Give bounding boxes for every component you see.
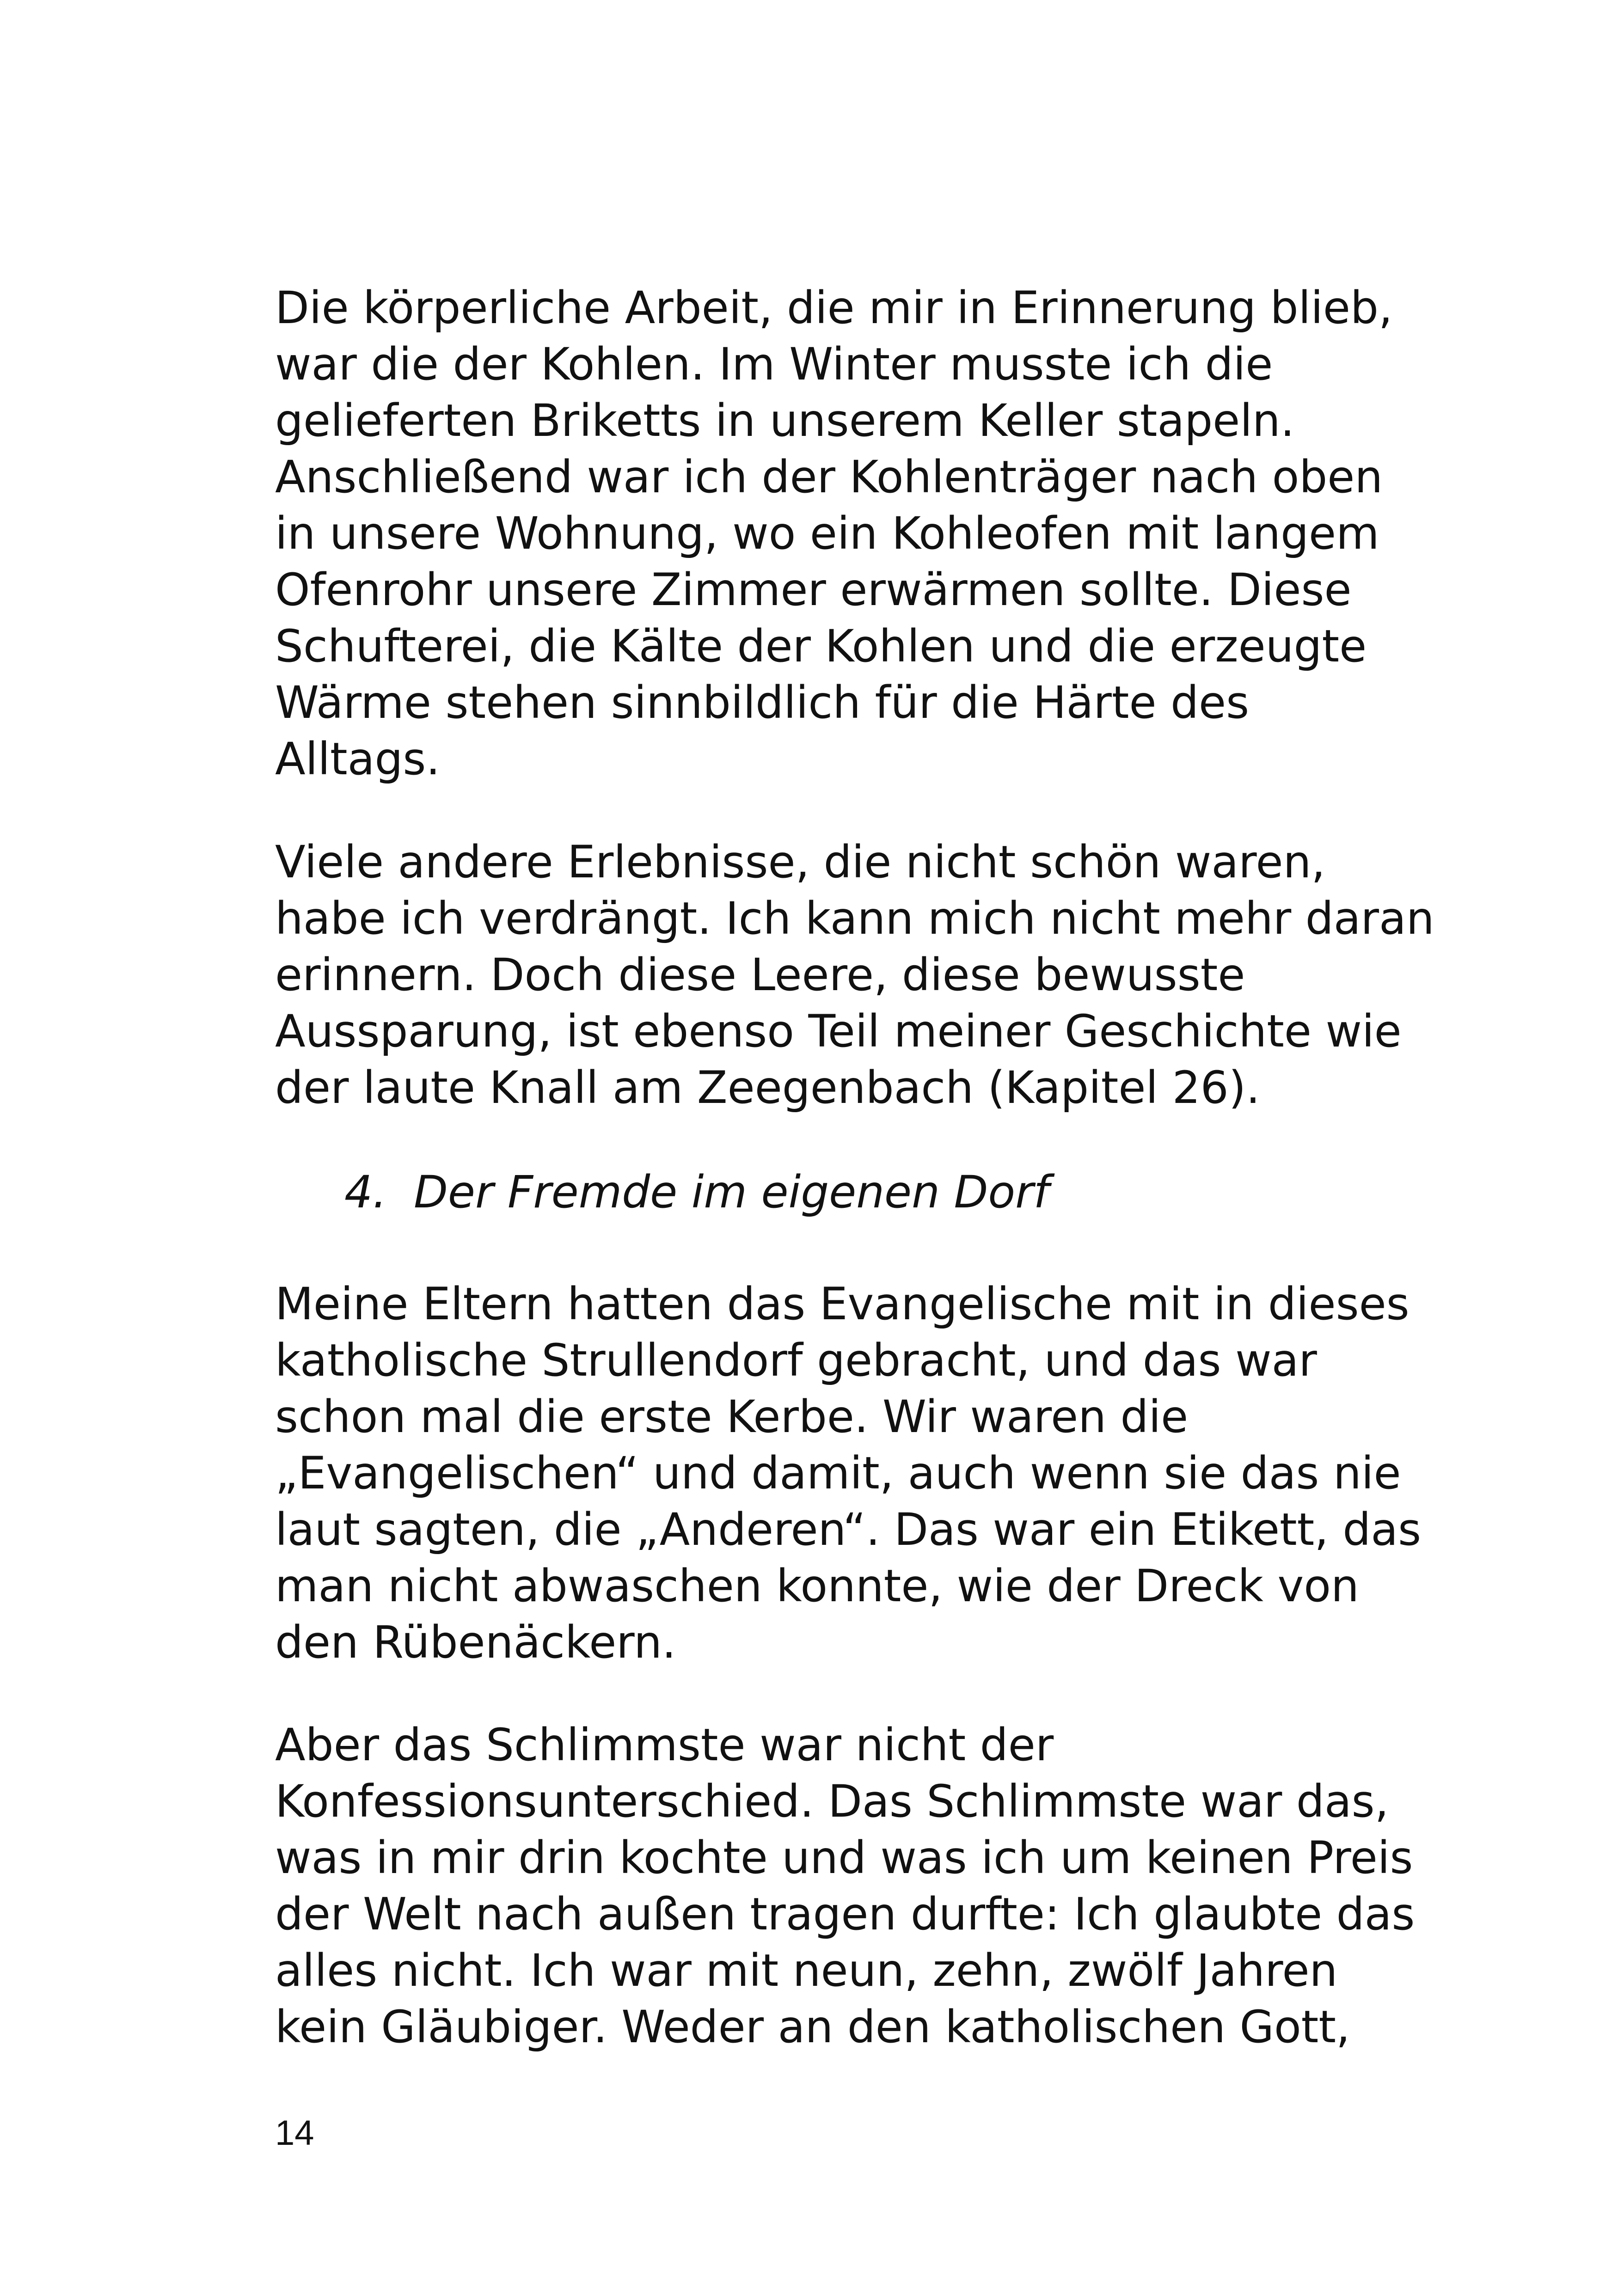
text-line: Die körperliche Arbeit, die mir in Erinnerung blieb, xyxy=(275,282,1393,334)
text-line: katholische Strullendorf gebracht, und das war xyxy=(275,1335,1317,1386)
text-line: Aber das Schlimmste war nicht der xyxy=(275,1719,1054,1771)
text-line: Ofenrohr unsere Zimmer erwärmen sollte. Diese xyxy=(275,564,1352,616)
text-line: den Rübenäckern. xyxy=(275,1616,676,1668)
text-line: Wärme stehen sinnbildlich für die Härte des xyxy=(275,677,1250,729)
paragraph-unbelief xyxy=(275,1717,1415,2055)
text-line: kein Gläubiger. Weder an den katholischen Gott, xyxy=(275,2001,1350,2053)
paragraph-evangelical-family xyxy=(275,1276,1422,1671)
text-line: man nicht abwaschen konnte, wie der Dreck von xyxy=(275,1560,1359,1612)
text-line: in unsere Wohnung, wo ein Kohleofen mit langem xyxy=(275,508,1379,559)
text-line: „Evangelischen“ und damit, auch wenn sie das nie xyxy=(275,1447,1401,1499)
paragraph-repressed-memories xyxy=(275,834,1434,1116)
text-line: war die der Kohlen. Im Winter musste ich die xyxy=(275,338,1273,390)
text-line: Alltags. xyxy=(275,733,440,785)
text-line: Aussparung, ist ebenso Teil meiner Geschichte wie xyxy=(275,1005,1402,1057)
text-line: Viele andere Erlebnisse, die nicht schön waren, xyxy=(275,836,1325,888)
text-line: Meine Eltern hatten das Evangelische mit in dieses xyxy=(275,1278,1410,1330)
text-line: erinnern. Doch diese Leere, diese bewusste xyxy=(275,949,1245,1001)
text-line: Anschließend war ich der Kohlenträger nach oben xyxy=(275,451,1383,503)
text-line: der laute Knall am Zeegenbach (Kapitel 26). xyxy=(275,1062,1260,1114)
text-line: habe ich verdrängt. Ich kann mich nicht mehr daran xyxy=(275,893,1434,944)
text-line: was in mir drin kochte und was ich um keinen Preis xyxy=(275,1832,1413,1884)
chapter-title: Der Fremde im eigenen Dorf xyxy=(414,1166,1049,1218)
text-line: Konfessionsunterschied. Das Schlimmste war das, xyxy=(275,1776,1389,1827)
text-line: alles nicht. Ich war mit neun, zehn, zwölf Jahren xyxy=(275,1945,1338,1996)
text-line: gelieferten Briketts in unserem Keller stapeln. xyxy=(275,395,1295,447)
paragraph-coal-work xyxy=(275,280,1408,787)
chapter-number: 4. xyxy=(344,1166,387,1218)
page-number: 14 xyxy=(275,2113,314,2153)
text-line: schon mal die erste Kerbe. Wir waren die xyxy=(275,1391,1189,1443)
text-line: Schufterei, die Kälte der Kohlen und die erzeugte xyxy=(275,620,1367,672)
text-line: laut sagten, die „Anderen“. Das war ein Etikett, das xyxy=(275,1504,1422,1555)
chapter-heading xyxy=(344,1164,1049,1220)
text-line: der Welt nach außen tragen durfte: Ich glaubte das xyxy=(275,1888,1415,1940)
